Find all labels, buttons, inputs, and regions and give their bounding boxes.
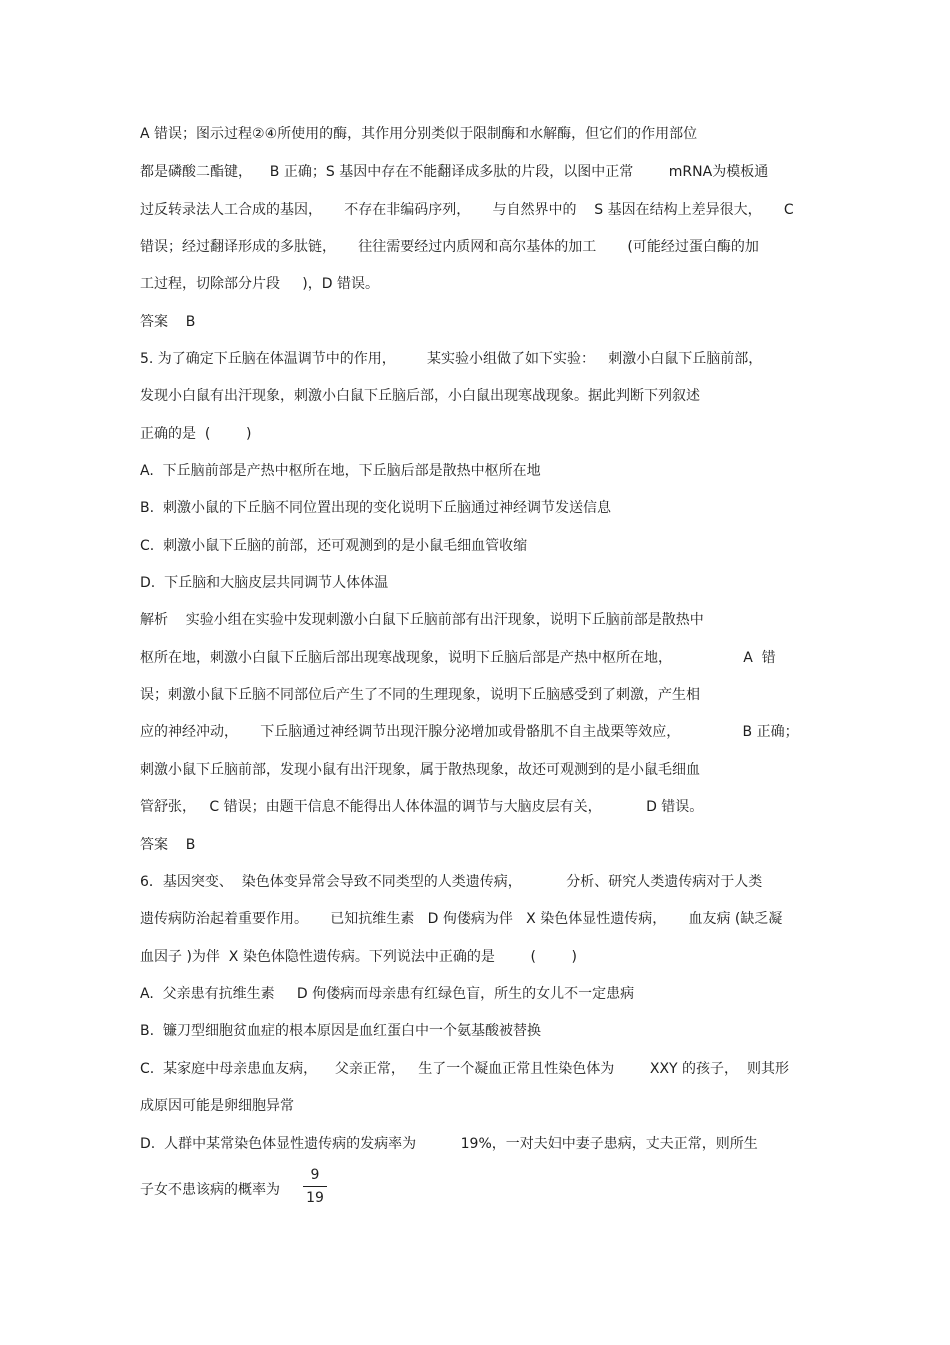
text-line: 管舒张， C 错误；由题干信息不能得出人体体温的调节与大脑皮层有关， D 错误。 xyxy=(140,799,704,815)
text-line: A 错误；图示过程②④所使用的酶，其作用分别类似于限制酶和水解酶，但它们的作用部位 xyxy=(140,126,698,142)
option-c: C. 刺激小鼠下丘脑的前部，还可观测到的是小鼠毛细血管收缩 xyxy=(140,538,528,554)
question-5-stem: 5. 为了确定下丘脑在体温调节中的作用， 某实验小组做了如下实验： 刺激小白鼠下丘脑前部， xyxy=(140,351,763,367)
text-line: 都是磷酸二酯键， B 正确；S 基因中存在不能翻译成多肽的片段，以图中正常 mRNA为模板通 xyxy=(140,164,769,180)
text-line: 发现小白鼠有出汗现象，刺激小白鼠下丘脑后部，小白鼠出现寒战现象。据此判断下列叙述 xyxy=(140,388,700,404)
text-line: 误；刺激小鼠下丘脑不同部位后产生了不同的生理现象，说明下丘脑感受到了刺激，产生相 xyxy=(140,687,700,703)
text-line: 错误；经过翻译形成的多肽链， 往往需要经过内质网和高尔基体的加工 (可能经过蛋白酶的加 xyxy=(140,239,759,255)
text-line: 工过程，切除部分片段 )，D 错误。 xyxy=(140,276,379,292)
text-line: 血因子 )为伴 X 染色体隐性遗传病。下列说法中正确的是 ( ) xyxy=(140,949,577,965)
analysis-line: 解析 实验小组在实验中发现刺激小白鼠下丘脑前部有出汗现象，说明下丘脑前部是散热中 xyxy=(140,612,704,628)
fraction-denominator: 19 xyxy=(306,1190,324,1206)
answer-line: 答案 B xyxy=(140,314,196,330)
text-line: 应的神经冲动， 下丘脑通过神经调节出现汗腺分泌增加或骨骼肌不自主战栗等效应， B 正确； xyxy=(140,724,799,740)
text-line: 枢所在地，刺激小白鼠下丘脑后部出现寒战现象，说明下丘脑后部是产热中枢所在地， A 错 xyxy=(140,650,776,666)
option-a: A. 父亲患有抗维生素 D 佝偻病而母亲患有红绿色盲，所生的女儿不一定患病 xyxy=(140,986,635,1002)
option-c: C. 某家庭中母亲患血友病， 父亲正常， 生了一个凝血正常且性染色体为 XXY 的孩子， 则其形 xyxy=(140,1061,789,1077)
option-a: A. 下丘脑前部是产热中枢所在地，下丘脑后部是散热中枢所在地 xyxy=(140,463,541,479)
fraction-bar xyxy=(303,1186,327,1187)
option-d: D. 人群中某常染色体显性遗传病的发病率为 19%，一对夫妇中妻子患病，丈夫正常，则所生 xyxy=(140,1136,758,1152)
option-d: D. 下丘脑和大脑皮层共同调节人体体温 xyxy=(140,575,389,591)
answer-line: 答案 B xyxy=(140,837,196,853)
question-6-stem: 6．基因突变、 染色体变异常会导致不同类型的人类遗传病， 分析、研究人类遗传病对于人类 xyxy=(140,874,763,890)
text-line: 子女不患该病的概率为 xyxy=(140,1182,280,1198)
text-line: 刺激小鼠下丘脑前部，发现小鼠有出汗现象，属于散热现象，故还可观测到的是小鼠毛细血 xyxy=(140,762,700,778)
option-b: B. 镰刀型细胞贫血症的根本原因是血红蛋白中一个氨基酸被替换 xyxy=(140,1023,541,1039)
option-b: B. 刺激小鼠的下丘脑不同位置出现的变化说明下丘脑通过神经调节发送信息 xyxy=(140,500,611,516)
text-line: 成原因可能是卵细胞异常 xyxy=(140,1098,294,1114)
text-line: 正确的是 ( ) xyxy=(140,426,252,442)
text-line: 过反转录法人工合成的基因， 不存在非编码序列， 与自然界中的 S 基因在结构上差异很大， C xyxy=(140,202,794,218)
fraction-numerator: 9 xyxy=(310,1167,320,1183)
text-line: 遗传病防治起着重要作用。 已知抗维生素 D 佝偻病为伴 X 染色体显性遗传病， 血友病 (缺乏凝 xyxy=(140,911,783,927)
